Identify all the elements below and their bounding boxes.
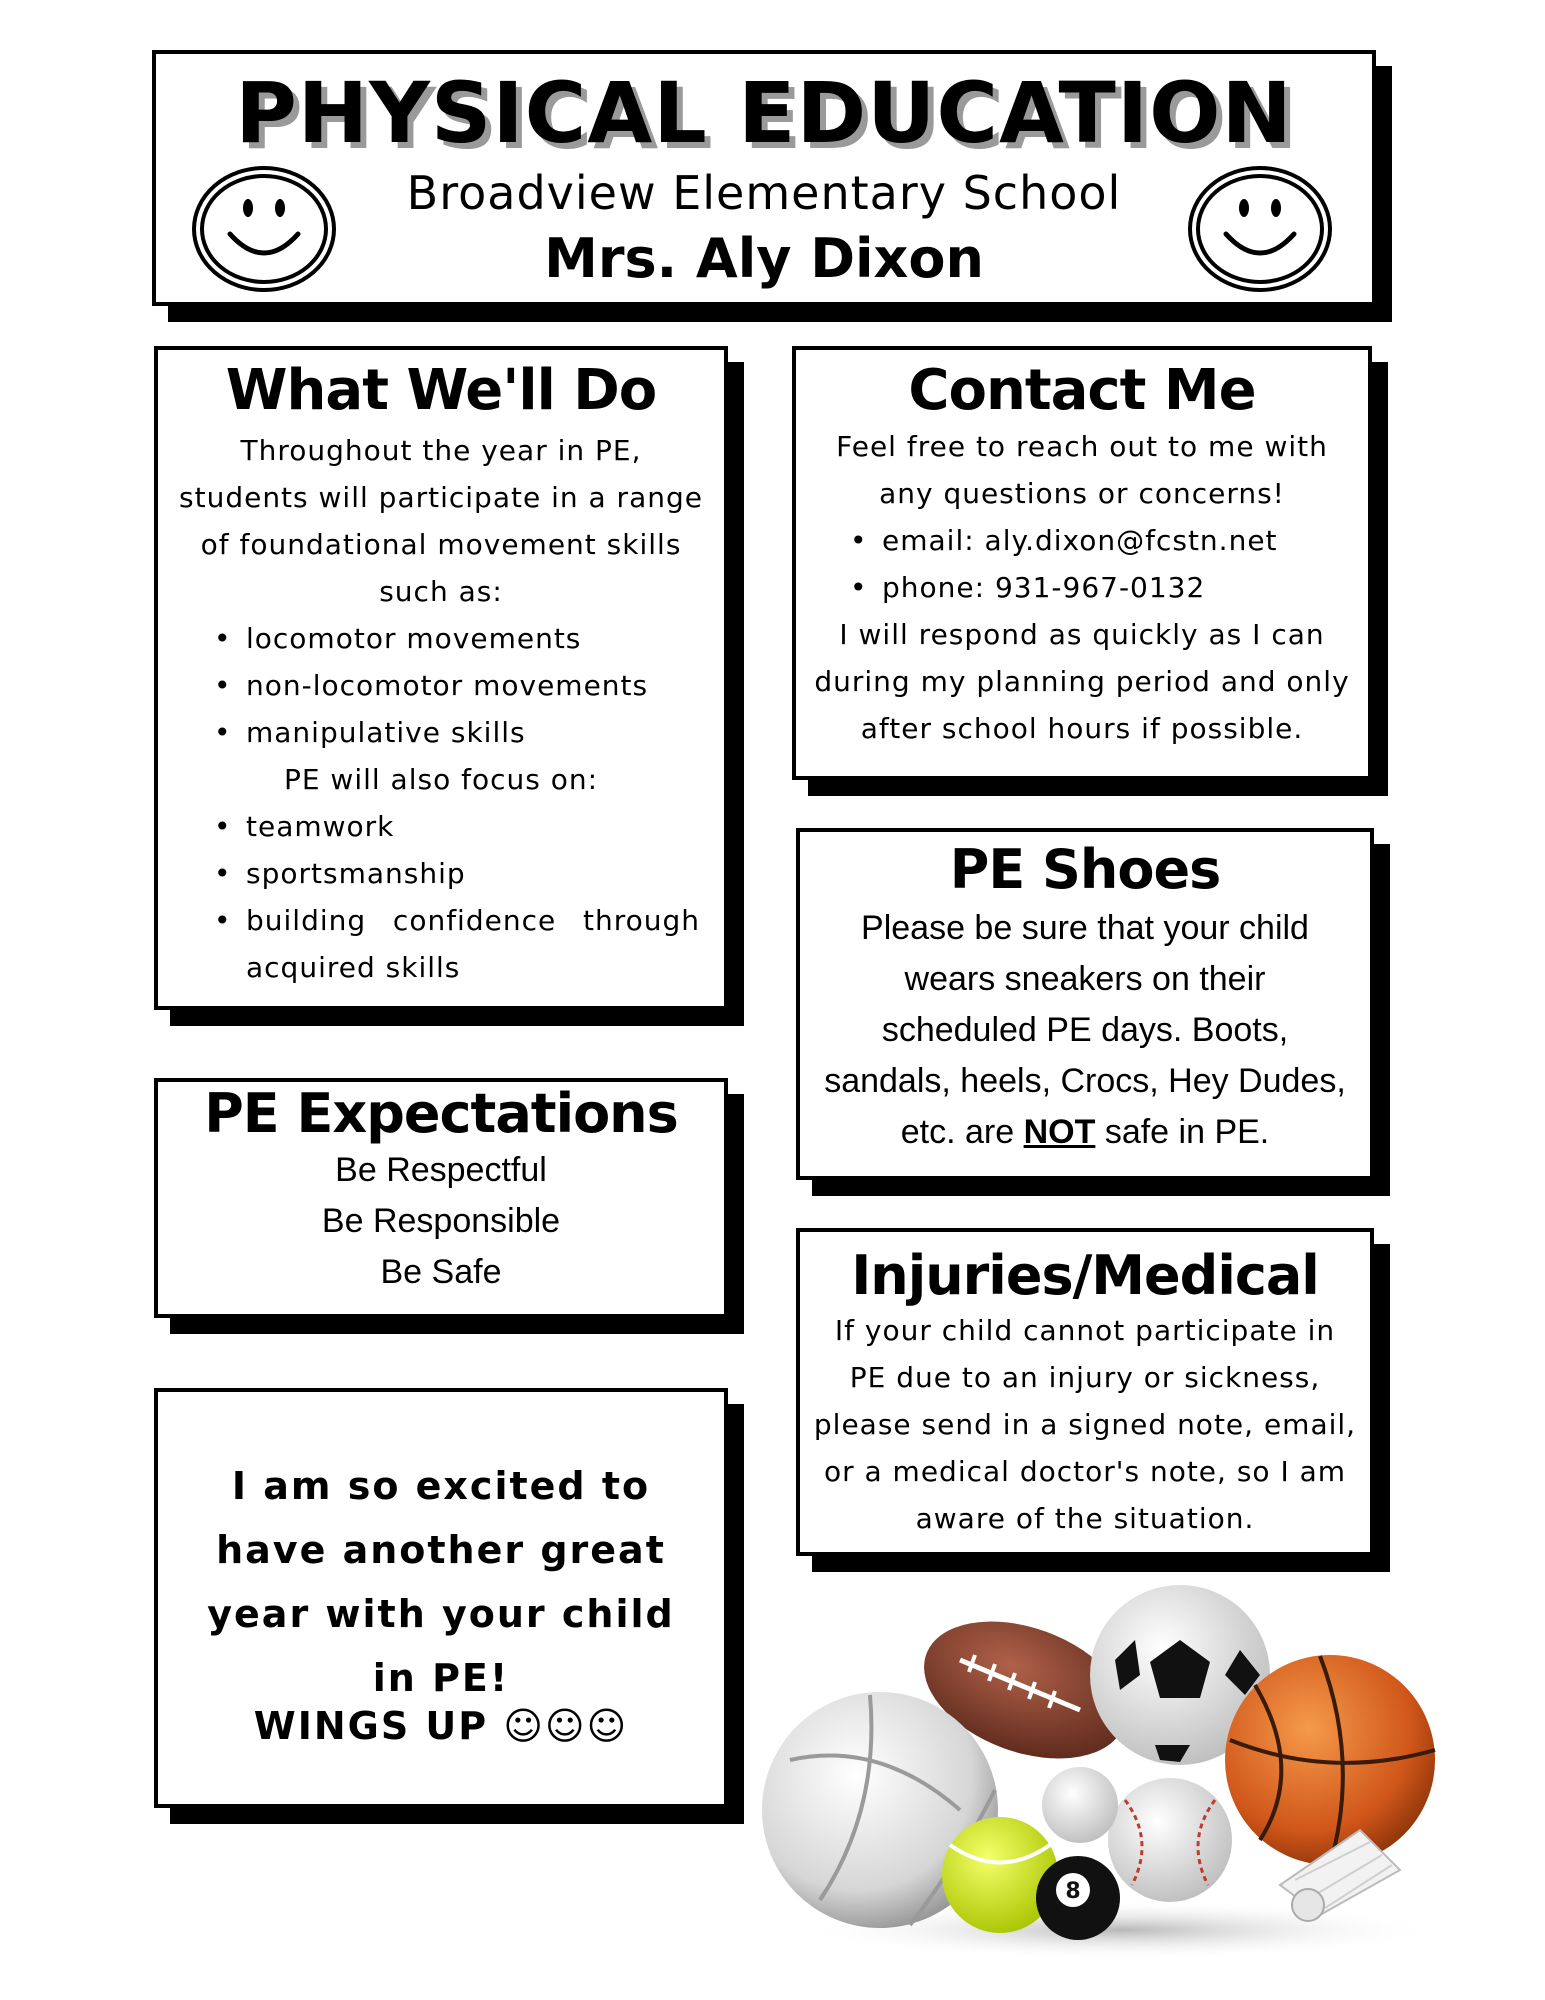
closing-message: I am so excited to have another great year with your child in PE! <box>207 1464 675 1700</box>
section-heading: PE Expectations <box>204 1082 678 1145</box>
section-intro: Throughout the year in PE, students will participate in a range of foundational movement skills such as: <box>179 434 703 608</box>
injuries-text: If your child cannot participate in PE due to an injury or sickness, please send in a signed note, email, or a medical doctor's note, so I am aware of the situation. <box>813 1314 1357 1535</box>
focus-list <box>158 803 724 991</box>
section-heading: What We'll Do <box>225 358 657 423</box>
expectation-item: Be Respectful <box>335 1151 547 1189</box>
shoes-text-before: Please be sure that your child wears sneakers on their scheduled PE days. Boots, sandals, heels, Crocs, Hey Dudes, etc. are <box>824 909 1346 1151</box>
expectation-item: Be Responsible <box>321 1202 561 1240</box>
injuries-medical-section <box>796 1228 1374 1556</box>
skills-list <box>158 615 724 756</box>
contact-email: • email: aly.dixon@fcstn.net <box>882 517 1368 564</box>
shoes-emphasis: NOT <box>1023 1113 1096 1151</box>
expectation-item: Be Safe <box>380 1253 502 1291</box>
shoes-text <box>824 903 1346 1158</box>
focus-intro: PE will also focus on: <box>283 763 599 796</box>
smiley-face-icon <box>1186 164 1334 294</box>
header-banner <box>152 50 1376 306</box>
svg-text:8: 8 <box>1065 1879 1081 1904</box>
teacher-name: Mrs. Aly Dixon <box>544 227 984 290</box>
closing-signoff: WINGS UP ☺☺☺ <box>253 1704 629 1748</box>
list-item: • locomotor movements <box>246 615 724 662</box>
pe-expectations-section <box>154 1078 728 1318</box>
contact-section <box>792 346 1372 780</box>
list-item: • teamwork <box>246 803 724 850</box>
section-heading: Injuries/Medical <box>851 1244 1319 1307</box>
list-item: • building confidence through acquired skills <box>246 897 724 991</box>
what-we-do-section <box>154 346 728 1010</box>
list-item: • manipulative skills <box>246 709 724 756</box>
section-heading: PE Shoes <box>949 838 1221 901</box>
closing-message-section <box>154 1388 728 1808</box>
page-title: PHYSICAL EDUCATION <box>235 64 1293 162</box>
pe-shoes-section <box>796 828 1374 1180</box>
section-heading: Contact Me <box>908 358 1256 423</box>
school-name: Broadview Elementary School <box>406 166 1122 220</box>
list-item: • sportsmanship <box>246 850 724 897</box>
contact-list <box>796 517 1368 611</box>
contact-phone: • phone: 931-967-0132 <box>882 564 1368 611</box>
shoes-text-after: safe in PE. <box>1095 1113 1270 1151</box>
sports-balls-image <box>760 1580 1460 1960</box>
contact-note: I will respond as quickly as I can during my planning period and only after school hours if possible. <box>814 618 1350 745</box>
list-item: • non-locomotor movements <box>246 662 724 709</box>
contact-intro: Feel free to reach out to me with any questions or concerns! <box>836 430 1328 510</box>
